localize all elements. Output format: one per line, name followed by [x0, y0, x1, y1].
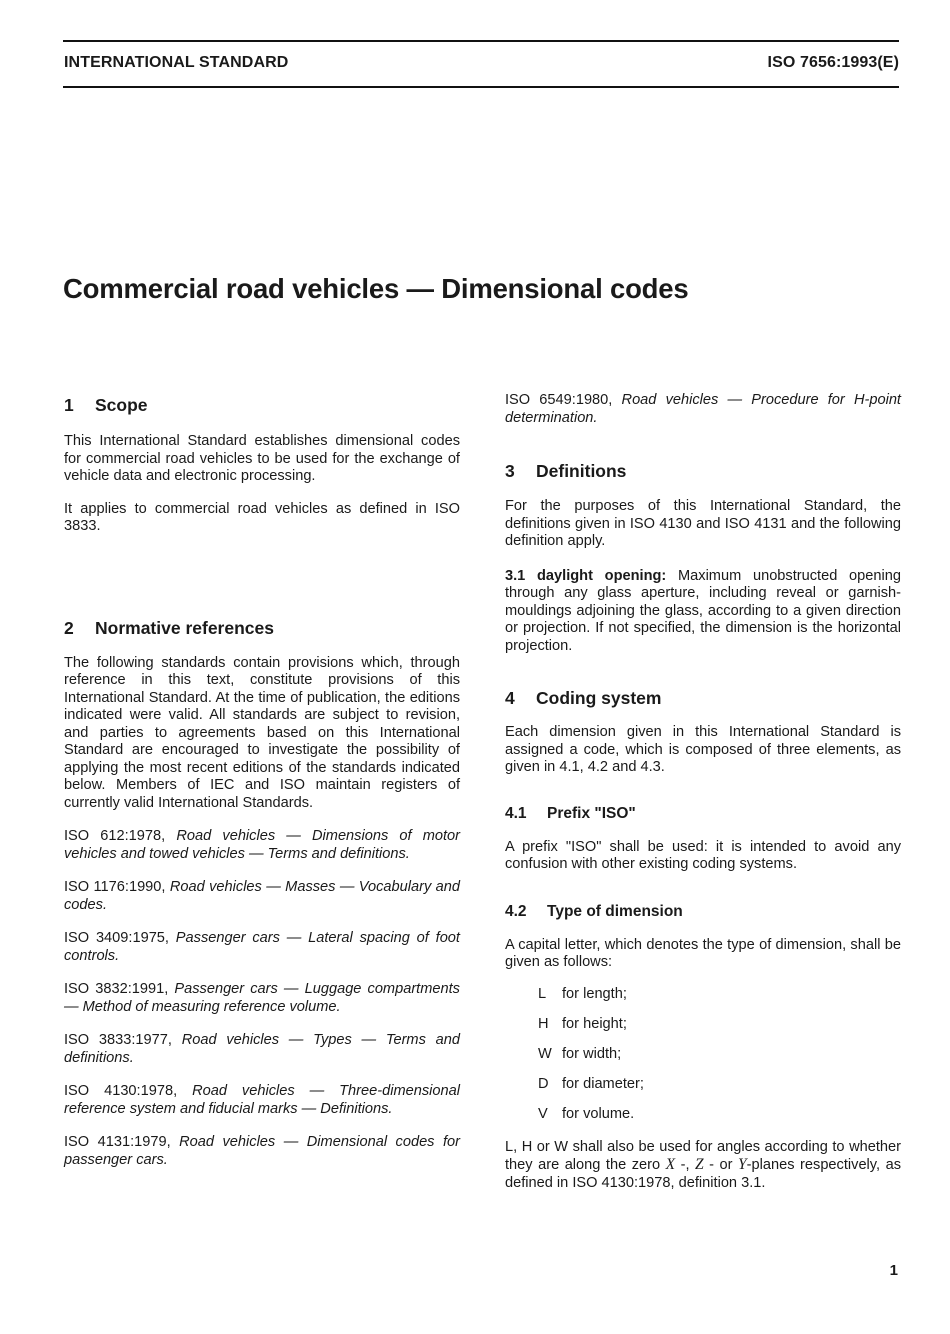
- reference-code: ISO 612:1978,: [64, 828, 166, 844]
- reference-title: Road vehicles — Types — Terms and definitions.: [64, 1032, 460, 1066]
- reference-title: Road vehicles — Procedure for H-point determination.: [505, 392, 901, 426]
- list-item: [505, 1015, 901, 1045]
- reference-title: Road vehicles — Dimensional codes for passenger cars.: [64, 1134, 460, 1168]
- definition-text: Maximum unobstructed opening through any glass aperture, including reveal or garnish-mouldings adjoining the glass, according to a given direction or projection. If not specified, the dimension is the horizontal projection.: [505, 567, 901, 654]
- prefix-paragraph: A prefix "ISO" shall be used: it is intended to avoid any confusion with other existing coding systems.: [505, 838, 901, 872]
- dimension-letter: H: [538, 1015, 549, 1032]
- reference-code: ISO 1176:1990,: [64, 879, 166, 895]
- definition-daylight-opening: [505, 568, 901, 656]
- section-title: Normative references: [95, 617, 274, 638]
- list-item: [505, 985, 901, 1015]
- reference-title: Road vehicles — Masses — Vocabulary and codes.: [64, 879, 460, 913]
- separator-2: - or: [703, 1157, 733, 1173]
- type-intro-paragraph: A capital letter, which denotes the type of dimension, shall be given as follows:: [505, 936, 901, 970]
- dimension-description: for volume.: [562, 1105, 635, 1122]
- section-number: 2: [64, 617, 74, 638]
- header-rule-top: [63, 40, 899, 42]
- reference-code: ISO 4130:1978,: [64, 1083, 178, 1099]
- page-number: 1: [889, 1262, 898, 1279]
- section-number: 1: [64, 395, 74, 415]
- subsection-number: 4.2: [505, 902, 527, 920]
- y-plane-symbol: Y: [738, 1156, 747, 1173]
- angles-text-end: -planes respectively, as defined in ISO 4130:1978, definition 3.1.: [505, 1157, 901, 1191]
- section-heading-coding-system: [505, 687, 901, 709]
- reference-code: ISO 3832:1991,: [64, 981, 169, 997]
- dimension-letter: D: [538, 1075, 549, 1092]
- angles-text-start: L, H or W shall also be used for angles according to whether they are along the zero: [505, 1138, 901, 1173]
- section-title: Coding system: [536, 688, 662, 708]
- separator-1: -,: [675, 1157, 690, 1173]
- definitions-intro-paragraph: For the purposes of this International Standard, the definitions given in ISO 4130 and ISO 4131 and the following definition apply.: [505, 498, 901, 549]
- reference-code: ISO 3409:1975,: [64, 930, 169, 946]
- section-number: 4: [505, 688, 515, 708]
- coding-intro-paragraph: Each dimension given in this International Standard is assigned a code, which is composed of three elements, as given in 4.1, 4.2 and 4.3.: [505, 724, 901, 775]
- section-heading-scope: [64, 394, 460, 416]
- dimension-description: for length;: [562, 985, 627, 1002]
- subsection-title: Type of dimension: [547, 902, 683, 920]
- definition-term: daylight opening:: [537, 567, 667, 584]
- reference-item: [505, 392, 901, 427]
- angles-paragraph: [505, 1139, 901, 1193]
- right-column: [505, 392, 901, 1192]
- reference-code: ISO 6549:1980,: [505, 392, 613, 408]
- dimension-description: for height;: [562, 1015, 627, 1032]
- reference-code: ISO 4131:1979,: [64, 1134, 171, 1150]
- normative-intro-paragraph: The following standards contain provisions which, through reference in this text, constitute provisions of this International Standard. At the time of publication, the editions indicated were valid. All standards are subject to revision, and parties to agreements based on this International Standard are encouraged to investigate the possibility of applying the most recent editions of the standards indicated below. Members of IEC and ISO maintain registers of currently valid International Standards.: [64, 654, 460, 811]
- list-item: [505, 1105, 901, 1135]
- section-title: Scope: [95, 395, 148, 415]
- reference-title: Passenger cars — Lateral spacing of foot controls.: [64, 930, 460, 964]
- scope-paragraph-1: This International Standard establishes dimensional codes for commercial road vehicles to be used for the exchange of vehicle data and electronic processing.: [64, 433, 460, 484]
- scope-paragraph-2: It applies to commercial road vehicles as defined in ISO 3833.: [64, 500, 460, 534]
- document-title: Commercial road vehicles — Dimensional codes: [63, 273, 689, 304]
- section-heading-definitions: [505, 460, 901, 482]
- subsection-heading-prefix: [505, 804, 901, 824]
- dimension-letter: L: [538, 985, 547, 1002]
- x-plane-symbol: X: [665, 1156, 676, 1173]
- reference-title: Road vehicles — Dimensions of motor vehicles and towed vehicles — Terms and definitions.: [64, 828, 461, 862]
- z-plane-symbol: Z: [695, 1156, 704, 1173]
- left-column: [64, 394, 460, 1169]
- reference-item: [64, 981, 460, 1016]
- reference-code: ISO 3833:1977,: [64, 1032, 172, 1048]
- reference-title: Passenger cars — Luggage compartments — Method of measuring reference volume.: [64, 981, 460, 1015]
- reference-item: [64, 879, 460, 914]
- dimension-description: for width;: [562, 1045, 622, 1062]
- reference-item: [64, 1134, 460, 1169]
- definition-number: 3.1: [505, 567, 526, 584]
- reference-item: [64, 1032, 460, 1067]
- subsection-title: Prefix "ISO": [547, 804, 636, 822]
- reference-item: [64, 828, 460, 863]
- header-rule-bottom: [63, 86, 899, 88]
- reference-item: [64, 930, 460, 965]
- dimension-letter: W: [538, 1045, 552, 1062]
- dimension-description: for diameter;: [562, 1075, 644, 1092]
- dimension-type-list: [505, 985, 901, 1135]
- section-title: Definitions: [536, 461, 627, 481]
- list-item: [505, 1045, 901, 1075]
- section-number: 3: [505, 461, 515, 481]
- section-heading-normative-references: [64, 617, 460, 639]
- list-item: [505, 1075, 901, 1105]
- reference-item: [64, 1083, 460, 1118]
- header-document-type: INTERNATIONAL STANDARD: [64, 54, 289, 71]
- reference-title: Road vehicles — Three-dimensional reference system and fiducial marks — Definitions.: [64, 1083, 460, 1117]
- subsection-number: 4.1: [505, 804, 527, 822]
- dimension-letter: V: [538, 1105, 548, 1122]
- header-standard-number: ISO 7656:1993(E): [767, 54, 899, 71]
- subsection-heading-type-of-dimension: [505, 902, 901, 922]
